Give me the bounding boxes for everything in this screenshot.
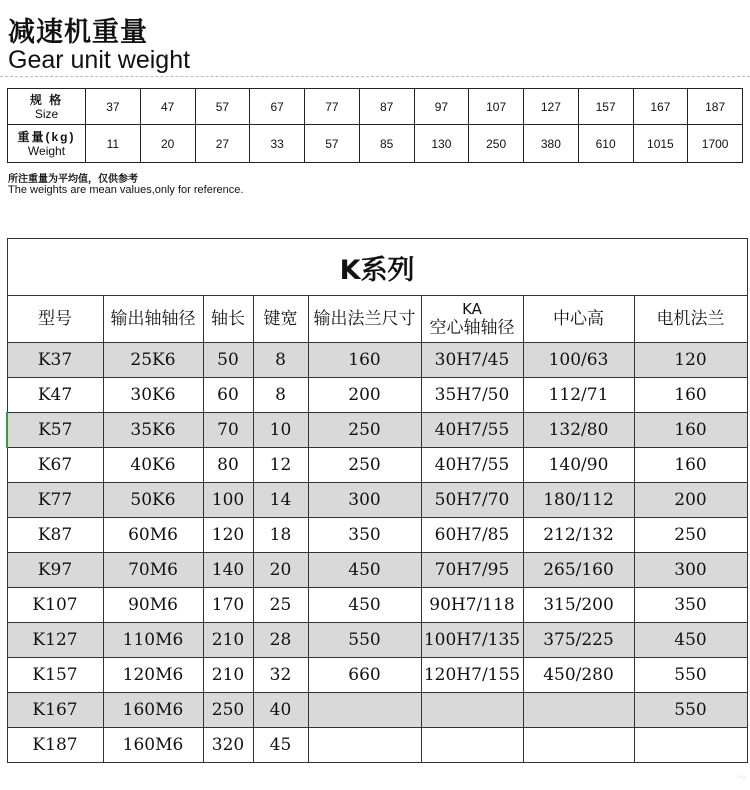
cell-hollow-shaft: 100H7/135 — [421, 623, 523, 658]
cell-shaft-length: 140 — [203, 553, 253, 588]
table-row — [7, 623, 747, 658]
weight-cell: 27 — [195, 125, 250, 163]
cell-key-width: 40 — [253, 693, 308, 728]
weight-cell: 57 — [305, 125, 360, 163]
weight-cell: 610 — [578, 125, 633, 163]
cell-hollow-shaft — [421, 728, 523, 763]
cell-hollow-shaft: 40H7/55 — [421, 448, 523, 483]
table-row — [7, 343, 747, 378]
cell-model: K67 — [7, 448, 103, 483]
table-row — [7, 518, 747, 553]
cell-shaft-length: 210 — [203, 623, 253, 658]
cell-hollow-shaft — [421, 693, 523, 728]
cell-shaft-length: 50 — [203, 343, 253, 378]
cell-motor-flange: 300 — [634, 553, 747, 588]
cell-hollow-shaft: 35H7/50 — [421, 378, 523, 413]
cell-center-height: 212/132 — [523, 518, 634, 553]
table-row — [7, 728, 747, 763]
table-row — [7, 588, 747, 623]
cell-hollow-shaft: 60H7/85 — [421, 518, 523, 553]
cell-motor-flange — [634, 728, 747, 763]
cell-center-height: 265/160 — [523, 553, 634, 588]
weight-cell: 380 — [524, 125, 579, 163]
cell-model: K77 — [7, 483, 103, 518]
cell-motor-flange: 160 — [634, 413, 747, 448]
col-header-output-shaft-dia: 输出轴轴径 — [103, 296, 203, 343]
size-cell: 57 — [195, 89, 250, 125]
cell-center-height — [523, 728, 634, 763]
watermark: ~ — [736, 767, 746, 787]
cell-key-width: 25 — [253, 588, 308, 623]
size-cell: 47 — [140, 89, 195, 125]
size-cell: 87 — [359, 89, 414, 125]
cell-model: K187 — [7, 728, 103, 763]
cell-motor-flange: 550 — [634, 658, 747, 693]
cell-model: K57 — [7, 413, 103, 448]
col-header-center-height: 中心高 — [523, 296, 634, 343]
cell-motor-flange: 350 — [634, 588, 747, 623]
cell-output-shaft-dia: 70M6 — [103, 553, 203, 588]
cell-key-width: 10 — [253, 413, 308, 448]
cell-output-flange: 250 — [308, 413, 421, 448]
cell-motor-flange: 200 — [634, 483, 747, 518]
cell-shaft-length: 100 — [203, 483, 253, 518]
cell-shaft-length: 60 — [203, 378, 253, 413]
cell-key-width: 18 — [253, 518, 308, 553]
cell-output-flange: 160 — [308, 343, 421, 378]
table-row — [7, 553, 747, 588]
cell-center-height: 375/225 — [523, 623, 634, 658]
cell-center-height: 132/80 — [523, 413, 634, 448]
cell-key-width: 45 — [253, 728, 308, 763]
weight-row — [8, 125, 743, 163]
cell-output-shaft-dia: 160M6 — [103, 693, 203, 728]
table-row — [7, 483, 747, 518]
weight-cell: 250 — [469, 125, 524, 163]
cell-motor-flange: 160 — [634, 448, 747, 483]
cell-key-width: 14 — [253, 483, 308, 518]
weight-cell: 1015 — [633, 125, 688, 163]
size-cell: 37 — [86, 89, 141, 125]
weight-cell: 85 — [359, 125, 414, 163]
weight-header — [8, 125, 86, 163]
cell-model: K37 — [7, 343, 103, 378]
weight-label-en: Weight — [27, 143, 66, 158]
cell-key-width: 32 — [253, 658, 308, 693]
cell-model: K87 — [7, 518, 103, 553]
cell-motor-flange: 160 — [634, 378, 747, 413]
col-header-motor-flange: 电机法兰 — [634, 296, 747, 343]
table-row — [7, 448, 747, 483]
cell-model: K157 — [7, 658, 103, 693]
table-row — [7, 658, 747, 693]
k-series-header-row — [7, 296, 747, 343]
weight-cell: 130 — [414, 125, 469, 163]
cell-center-height: 180/112 — [523, 483, 634, 518]
cell-key-width: 28 — [253, 623, 308, 658]
weight-label-cn: 重量(kg) — [17, 129, 76, 144]
size-cell: 107 — [469, 89, 524, 125]
table-row — [7, 693, 747, 728]
cell-model: K167 — [7, 693, 103, 728]
cell-output-flange: 450 — [308, 553, 421, 588]
cell-hollow-shaft: 70H7/95 — [421, 553, 523, 588]
size-header — [8, 89, 86, 125]
cell-model: K47 — [7, 378, 103, 413]
cell-key-width: 20 — [253, 553, 308, 588]
weight-cell: 11 — [86, 125, 141, 163]
cell-output-shaft-dia: 30K6 — [103, 378, 203, 413]
cell-output-shaft-dia: 120M6 — [103, 658, 203, 693]
cell-key-width: 12 — [253, 448, 308, 483]
cell-shaft-length: 120 — [203, 518, 253, 553]
col-header-ka: KA — [462, 300, 482, 318]
cell-shaft-length: 170 — [203, 588, 253, 623]
size-cell: 77 — [305, 89, 360, 125]
cell-hollow-shaft: 90H7/118 — [421, 588, 523, 623]
cell-output-shaft-dia: 110M6 — [103, 623, 203, 658]
cell-key-width: 8 — [253, 343, 308, 378]
table-row — [7, 378, 747, 413]
col-header-ka-hollow-shaft — [421, 296, 523, 343]
cell-motor-flange: 550 — [634, 693, 747, 728]
cell-output-flange: 550 — [308, 623, 421, 658]
table-row — [7, 413, 747, 448]
page-title-cn: 减速机重量 — [8, 17, 148, 48]
col-header-output-flange: 输出法兰尺寸 — [308, 296, 421, 343]
cell-output-shaft-dia: 160M6 — [103, 728, 203, 763]
cell-output-shaft-dia: 50K6 — [103, 483, 203, 518]
cell-output-flange: 660 — [308, 658, 421, 693]
size-label-cn: 规 格 — [29, 92, 64, 107]
cell-motor-flange: 120 — [634, 343, 747, 378]
cell-center-height: 315/200 — [523, 588, 634, 623]
cell-output-flange: 450 — [308, 588, 421, 623]
cell-output-shaft-dia: 35K6 — [103, 413, 203, 448]
note-cn: 所注重量为平均值，仅供参考 — [8, 174, 138, 185]
cell-shaft-length: 250 — [203, 693, 253, 728]
weight-cell: 33 — [250, 125, 305, 163]
cell-output-flange: 250 — [308, 448, 421, 483]
cell-output-flange: 300 — [308, 483, 421, 518]
size-cell: 167 — [633, 89, 688, 125]
cell-center-height: 450/280 — [523, 658, 634, 693]
cell-output-shaft-dia: 40K6 — [103, 448, 203, 483]
k-series-title: K系列 — [7, 239, 747, 296]
col-header-shaft-length: 轴长 — [203, 296, 253, 343]
cell-hollow-shaft: 30H7/45 — [421, 343, 523, 378]
cell-shaft-length: 210 — [203, 658, 253, 693]
cell-output-flange: 350 — [308, 518, 421, 553]
title-divider — [0, 76, 750, 77]
cell-shaft-length: 320 — [203, 728, 253, 763]
cell-output-shaft-dia: 90M6 — [103, 588, 203, 623]
weight-table — [7, 88, 743, 163]
size-cell: 97 — [414, 89, 469, 125]
size-label-en: Size — [34, 106, 59, 121]
cell-model: K97 — [7, 553, 103, 588]
size-cell: 187 — [688, 89, 743, 125]
col-header-hollow-shaft: 空心轴轴径 — [429, 318, 515, 338]
cell-motor-flange: 250 — [634, 518, 747, 553]
col-header-model: 型号 — [7, 296, 103, 343]
cell-output-flange — [308, 728, 421, 763]
cell-model: K107 — [7, 588, 103, 623]
cell-output-flange: 200 — [308, 378, 421, 413]
size-cell: 67 — [250, 89, 305, 125]
cell-center-height: 100/63 — [523, 343, 634, 378]
cell-center-height: 112/71 — [523, 378, 634, 413]
cell-shaft-length: 80 — [203, 448, 253, 483]
cell-shaft-length: 70 — [203, 413, 253, 448]
cell-output-flange — [308, 693, 421, 728]
size-cell: 157 — [578, 89, 633, 125]
cell-hollow-shaft: 50H7/70 — [421, 483, 523, 518]
cell-output-shaft-dia: 60M6 — [103, 518, 203, 553]
cell-motor-flange: 450 — [634, 623, 747, 658]
cell-hollow-shaft: 40H7/55 — [421, 413, 523, 448]
page-title-en: Gear unit weight — [8, 46, 191, 74]
cell-center-height — [523, 693, 634, 728]
cell-key-width: 8 — [253, 378, 308, 413]
size-row — [8, 89, 743, 125]
cell-output-shaft-dia: 25K6 — [103, 343, 203, 378]
cell-hollow-shaft: 120H7/155 — [421, 658, 523, 693]
cell-model: K127 — [7, 623, 103, 658]
note-en: The weights are mean values,only for reference. — [8, 184, 244, 196]
size-cell: 127 — [524, 89, 579, 125]
weight-cell: 20 — [140, 125, 195, 163]
col-header-key-width: 键宽 — [253, 296, 308, 343]
weight-cell: 1700 — [688, 125, 743, 163]
cell-center-height: 140/90 — [523, 448, 634, 483]
k-series-table — [6, 238, 748, 763]
